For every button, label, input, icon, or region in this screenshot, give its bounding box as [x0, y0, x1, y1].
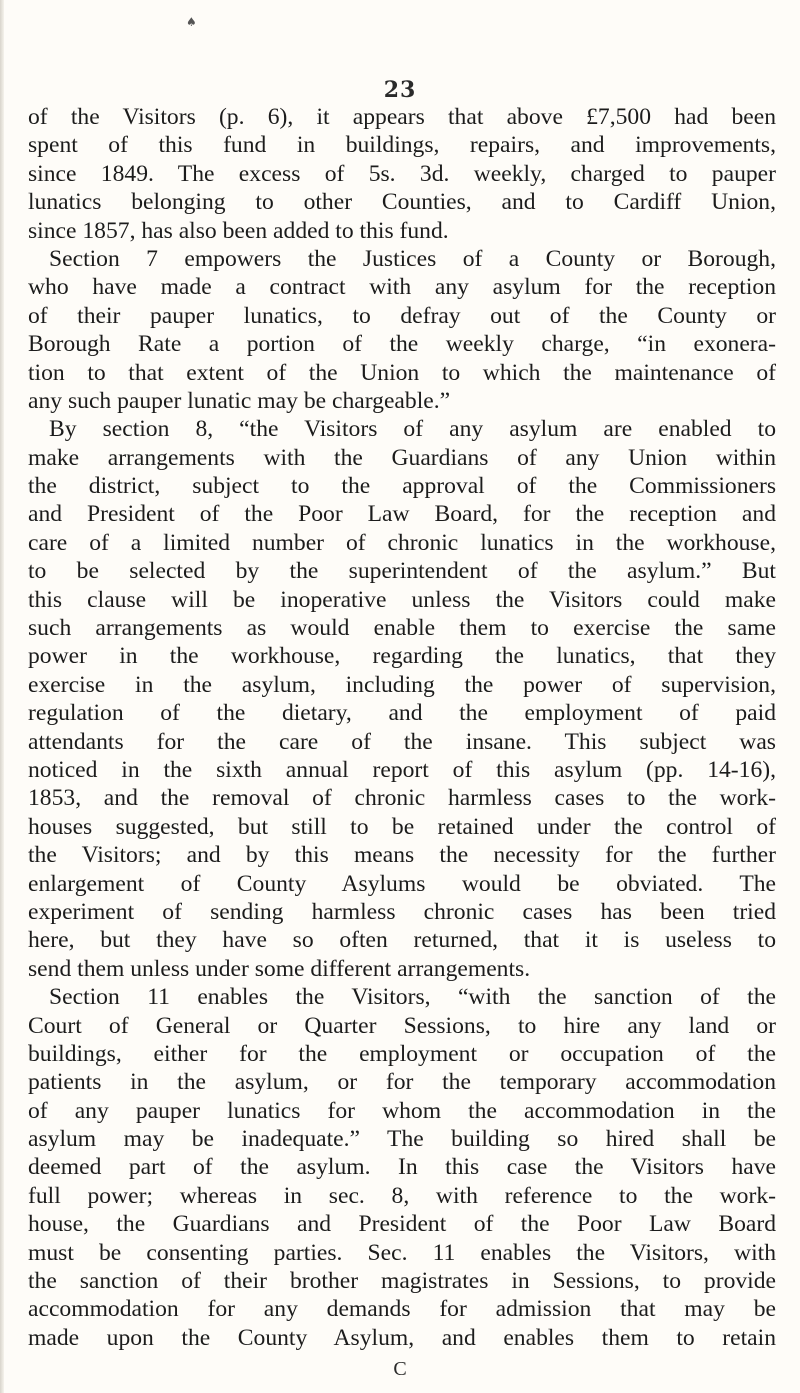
text-line: since 1849. The excess of 5s. 3d. weekly, charged to pauper [28, 160, 776, 187]
text-line: of their pauper lunatics, to defray out of the County or [28, 302, 776, 329]
text-line: accommodation for any demands for admission that may be [28, 1296, 776, 1323]
ink-speck: ♠ [186, 15, 197, 29]
text-line: of the Visitors (p. 6), it appears that above £7,500 had been [28, 104, 776, 130]
text-line: Borough Rate a portion of the weekly charge, “in exonera- [28, 331, 776, 358]
text-line: of any pauper lunatics for whom the accommodation in the [28, 1097, 776, 1124]
text-line: Court of General or Quarter Sessions, to hire any land or [28, 1012, 776, 1039]
text-line: such arrangements as would enable them to exercise the same [28, 615, 776, 642]
text-line: Section 7 empowers the Justices of a County or Borough, [49, 245, 776, 272]
text-line: here, but they have so often returned, that it is useless to [28, 927, 776, 954]
text-line: lunatics belonging to other Counties, and to Cardiff Union, [28, 189, 776, 216]
text-line: the district, subject to the approval of the Commissioners [28, 473, 776, 500]
text-line: experiment of sending harmless chronic cases has been tried [28, 898, 776, 925]
text-line: care of a limited number of chronic lunatics in the workhouse, [28, 529, 776, 556]
text-line: patients in the asylum, or for the temporary accommodation [28, 1069, 776, 1096]
text-line: made upon the County Asylum, and enables them to retain [28, 1324, 776, 1351]
text-line: make arrangements with the Guardians of any Union within [28, 444, 776, 471]
binding-edge [0, 0, 4, 1393]
text-line: buildings, either for the employment or occupation of the [28, 1040, 776, 1067]
text-line: noticed in the sixth annual report of this asylum (pp. 14-16), [28, 756, 776, 783]
text-line: since 1857, has also been added to this fund. [28, 217, 449, 244]
text-line: 1853, and the removal of chronic harmless cases to the work- [28, 785, 776, 812]
text-line: enlargement of County Asylums would be obviated. The [28, 870, 776, 897]
text-line: send them unless under some different arrangements. [28, 955, 531, 982]
text-line: the sanction of their brother magistrates in Sessions, to provide [28, 1268, 776, 1295]
text-line: houses suggested, but still to be retained under the control of [28, 813, 776, 840]
text-line: this clause will be inoperative unless the Visitors could make [28, 586, 776, 613]
text-line: By section 8, “the Visitors of any asylum are enabled to [49, 416, 776, 443]
text-line: asylum may be inadequate.” The building so hired shall be [28, 1126, 776, 1153]
signature-mark: C [393, 1358, 407, 1380]
body-text [28, 103, 776, 1352]
text-line: must be consenting parties. Sec. 11 enables the Visitors, with [28, 1239, 776, 1266]
text-line: any such pauper lunatic may be chargeable.” [28, 387, 451, 414]
page-number: 23 [383, 77, 417, 103]
text-line: house, the Guardians and President of the Poor Law Board [28, 1211, 776, 1238]
text-line: power in the workhouse, regarding the lunatics, that they [28, 643, 776, 670]
text-line: tion to that extent of the Union to which the maintenance of [28, 359, 776, 386]
text-line: full power; whereas in sec. 8, with reference to the work- [28, 1182, 776, 1209]
text-line: regulation of the dietary, and the employment of paid [28, 700, 776, 727]
text-line: exercise in the asylum, including the power of supervision, [28, 671, 776, 698]
text-line: deemed part of the asylum. In this case the Visitors have [28, 1154, 776, 1181]
text-line: to be selected by the superintendent of the asylum.” But [28, 558, 776, 585]
text-line: Section 11 enables the Visitors, “with the sanction of the [49, 984, 776, 1011]
text-line: spent of this fund in buildings, repairs, and improvements, [28, 132, 776, 159]
text-line: and President of the Poor Law Board, for the reception and [28, 501, 776, 528]
text-line: the Visitors; and by this means the necessity for the further [28, 842, 776, 869]
text-line: who have made a contract with any asylum for the reception [28, 274, 776, 301]
text-line: attendants for the care of the insane. This subject was [28, 728, 776, 755]
